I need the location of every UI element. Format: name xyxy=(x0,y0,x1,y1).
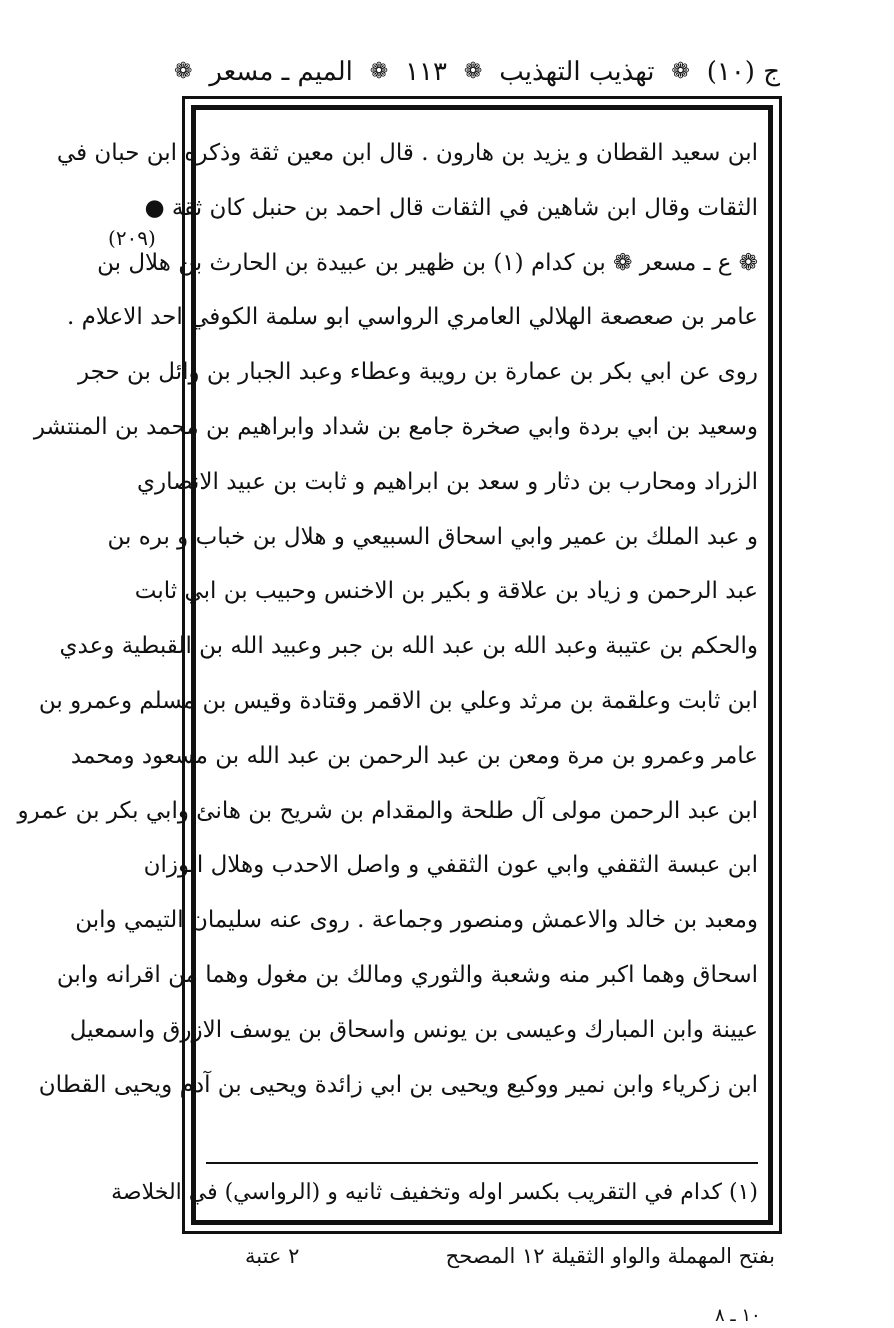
text-line: عيينة وابن المبارك وعيسى بن يونس واسحاق بن يوسف الازرق واسمعيل xyxy=(69,1016,758,1043)
section-label: الميم ـ مسعر xyxy=(209,57,353,87)
catchword-note: ٢ عتبة xyxy=(245,1244,300,1268)
margin-entry-number: (٢٠٩) xyxy=(108,226,156,250)
ornament-icon: ❁ xyxy=(369,59,389,84)
text-line: الزراد ومحارب بن دثار و سعد بن ابراهيم و ثابت بن عبيد الانصاري xyxy=(136,468,758,495)
text-line: ابن سعيد القطان و يزيد بن هارون . قال ابن معين ثقة وذكره ابن حبان في xyxy=(56,140,758,166)
footnote-continuation: بفتح المهملة والواو الثقيلة ١٢ المصحح xyxy=(445,1244,775,1268)
ornament-icon: ❁ xyxy=(174,59,193,84)
text-line: ابن عبسة الثقفي وابي عون الثقفي و واصل الاحدب وهلال الوزان xyxy=(143,852,758,879)
book-title: تهذيب التهذيب xyxy=(499,57,655,87)
below-frame xyxy=(245,1236,775,1276)
text-line: ابن عبد الرحمن مولى آل طلحة والمقدام بن شريح بن هانئ وابي بكر بن عمرو xyxy=(17,797,758,824)
page-number: ١١٣ xyxy=(405,57,447,87)
text-line: روى عن ابي بكر بن عمارة بن رويبة وعطاء وعبد الجبار بن وائل بن حجر xyxy=(77,359,758,386)
text-line: والحكم بن عتيبة وعبد الله بن عبد الله بن جبر وعبيد الله بن القبطية وعدي xyxy=(59,633,758,660)
text-line: ❁ ع ـ مسعر ❁ بن كدام (١) بن ظهير بن عبيدة بن الحارث بن هلال بن xyxy=(97,249,758,276)
text-line: اسحاق وهما اكبر منه وشعبة والثوري ومالك بن مغول وهما من اقرانه وابن xyxy=(56,961,758,988)
text-line: و عبد الملك بن عمير وابي اسحاق السبيعي و هلال بن خباب و بره بن xyxy=(107,523,758,550)
text-line: ابن زكرياء وابن نمير ووكيع ويحيى بن ابي زائدة ويحيى بن آدم ويحيى القطان xyxy=(38,1071,758,1098)
running-header xyxy=(170,50,780,94)
text-line: الثقات وقال ابن شاهين في الثقات قال احمد بن حنبل كان ثقة ● xyxy=(144,194,758,221)
text-line: وسعيد بن ابي بردة وابي صخرة جامع بن شداد وابراهيم بن محمد بن المنتشر xyxy=(33,413,758,440)
text-line: عبد الرحمن و زياد بن علاقة و بكير بن الاخنس وحبيب بن ابي ثابت xyxy=(134,578,758,605)
signature-mark: ١٠ ـ ٨ xyxy=(715,1305,761,1326)
footnote: (١) كدام في التقريب بكسر اوله وتخفيف ثانيه و (الرواسي) في الخلاصة xyxy=(111,1180,758,1205)
volume-label: ج (١٠) xyxy=(706,57,780,87)
footnote-divider xyxy=(206,1162,758,1164)
text-line: عامر وعمرو بن مرة ومعن بن عبد الرحمن بن عبد الله بن مسعود ومحمد xyxy=(70,742,758,769)
ornament-icon: ❁ xyxy=(463,59,483,84)
text-line: ومعبد بن خالد والاعمش ومنصور وجماعة . روى عنه سليمان التيمي وابن xyxy=(75,907,758,934)
text-line: ابن ثابت وعلقمة بن مرثد وعلي بن الاقمر وقتادة وقيس بن مسلم وعمرو بن xyxy=(38,687,758,714)
text-line: عامر بن صعصعة الهلالي العامري الرواسي ابو سلمة الكوفي احد الاعلام . xyxy=(66,304,758,331)
ornament-icon: ❁ xyxy=(671,59,690,84)
